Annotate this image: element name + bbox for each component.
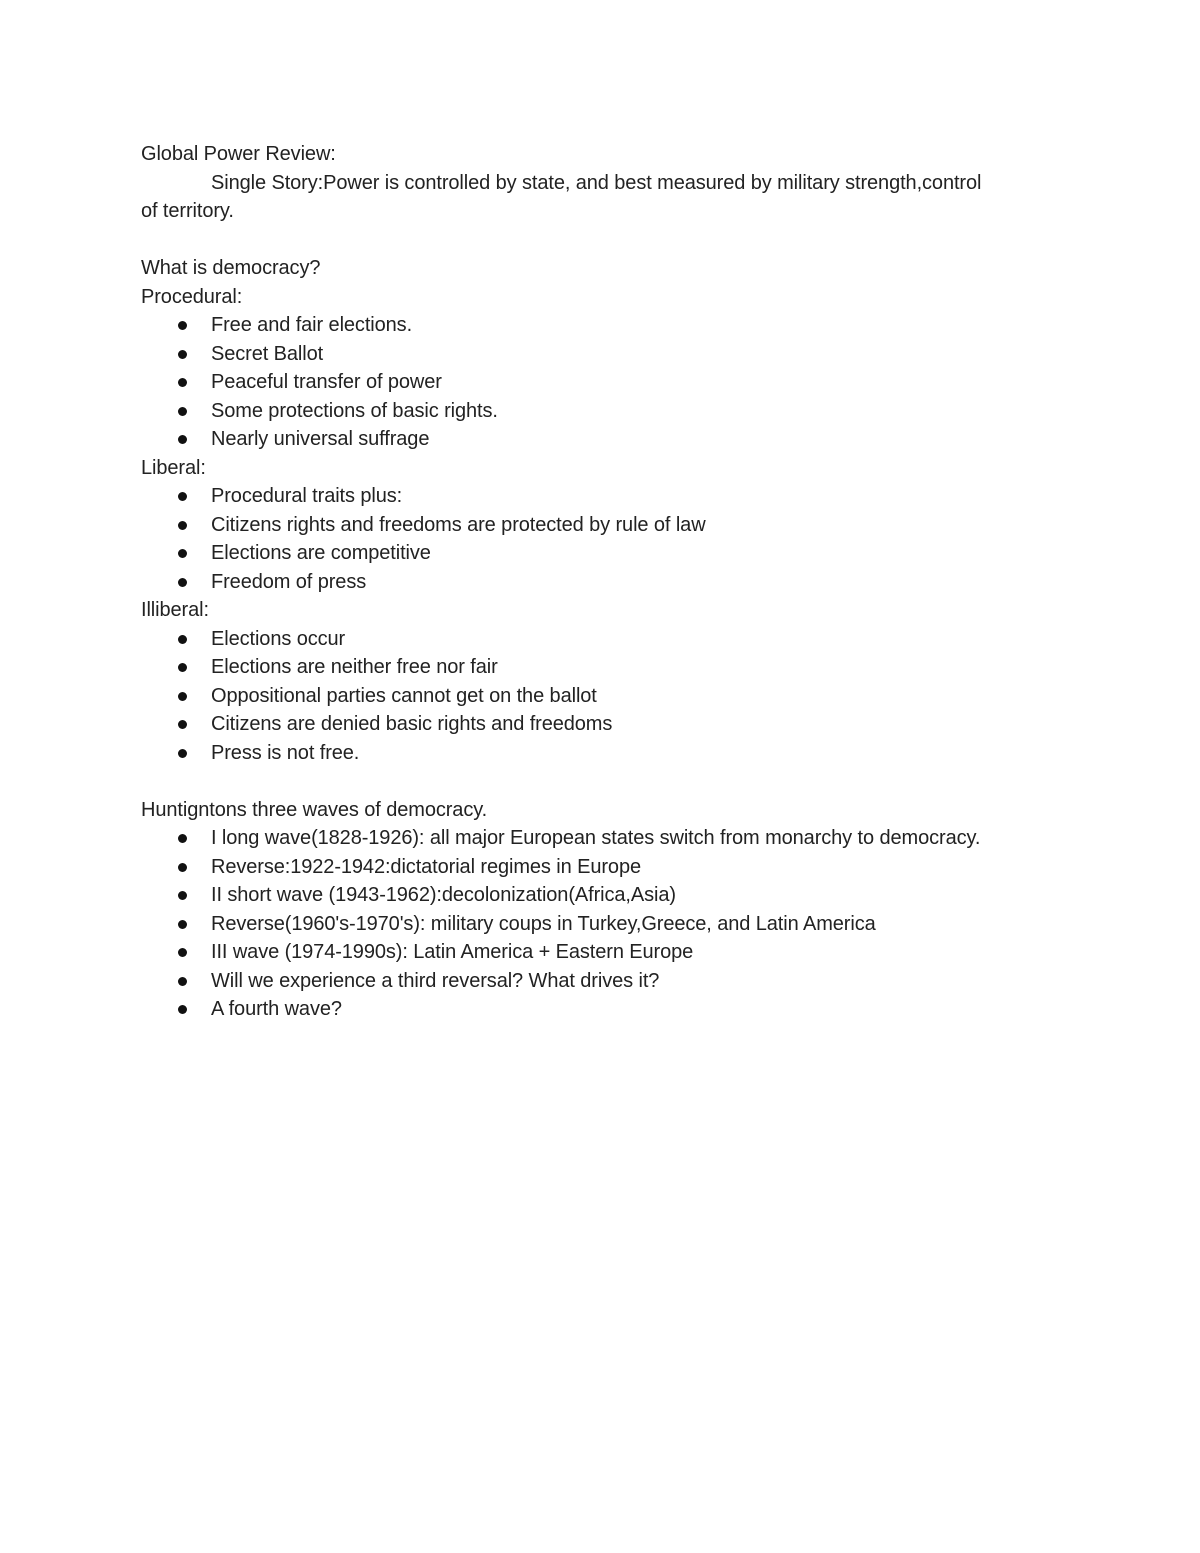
waves-heading: Huntigntons three waves of democracy. (141, 798, 488, 821)
list-item: Elections are neither free nor fair (141, 653, 1061, 682)
illiberal-list (141, 625, 1061, 768)
list-item: II short wave (1943-1962):decolonization(Africa,Asia) (141, 881, 1061, 910)
liberal-heading: Liberal: (141, 456, 206, 479)
list-item: Elections are competitive (141, 539, 1061, 568)
document-page (141, 140, 1061, 1024)
list-item: Procedural traits plus: (141, 482, 1061, 511)
bullet-icon (178, 663, 187, 672)
bullet-icon (178, 521, 187, 530)
bullet-icon (178, 692, 187, 701)
democracy-question: What is democracy? (141, 257, 321, 279)
bullet-icon (178, 378, 187, 387)
bullet-icon (178, 1005, 187, 1014)
list-item: Reverse(1960's-1970's): military coups in Turkey,Greece, and Latin America (141, 910, 1061, 939)
single-story-text: Single Story:Power is controlled by state, and best measured by military strength,control (211, 171, 982, 194)
bullet-icon (178, 863, 187, 872)
procedural-list (141, 311, 1061, 454)
bullet-icon (178, 720, 187, 729)
liberal-list (141, 482, 1061, 596)
bullet-icon (178, 891, 187, 900)
list-item: Press is not free. (141, 739, 1061, 768)
bullet-icon (178, 578, 187, 587)
list-item: A fourth wave? (141, 995, 1061, 1024)
list-item: Citizens rights and freedoms are protected by rule of law (141, 511, 1061, 540)
bullet-icon (178, 350, 187, 359)
bullet-icon (178, 435, 187, 444)
bullet-icon (178, 407, 187, 416)
list-item: Some protections of basic rights. (141, 397, 1061, 426)
bullet-icon (178, 977, 187, 986)
bullet-icon (178, 948, 187, 957)
list-item: Freedom of press (141, 568, 1061, 597)
waves-list (141, 824, 1061, 1024)
list-item: Secret Ballot (141, 340, 1061, 369)
bullet-icon (178, 492, 187, 501)
list-item: III wave (1974-1990s): Latin America + Eastern Europe (141, 938, 1061, 967)
bullet-icon (178, 635, 187, 644)
procedural-heading: Procedural: (141, 285, 243, 308)
bullet-icon (178, 920, 187, 929)
list-item: Elections occur (141, 625, 1061, 654)
document-title: Global Power Review: (141, 143, 336, 165)
single-story-text-continued: of territory. (141, 200, 234, 222)
list-item: Citizens are denied basic rights and freedoms (141, 710, 1061, 739)
bullet-icon (178, 834, 187, 843)
list-item: Oppositional parties cannot get on the ballot (141, 682, 1061, 711)
bullet-icon (178, 321, 187, 330)
bullet-icon (178, 549, 187, 558)
illiberal-heading: Illiberal: (141, 599, 209, 621)
list-item: Nearly universal suffrage (141, 425, 1061, 454)
list-item: Reverse:1922-1942:dictatorial regimes in Europe (141, 853, 1061, 882)
bullet-icon (178, 749, 187, 758)
list-item: Free and fair elections. (141, 311, 1061, 340)
list-item: Will we experience a third reversal? What drives it? (141, 967, 1061, 996)
blank-line (141, 767, 1061, 796)
list-item: I long wave(1828-1926): all major European states switch from monarchy to democracy. (141, 824, 1061, 853)
blank-line (141, 226, 1061, 255)
list-item: Peaceful transfer of power (141, 368, 1061, 397)
